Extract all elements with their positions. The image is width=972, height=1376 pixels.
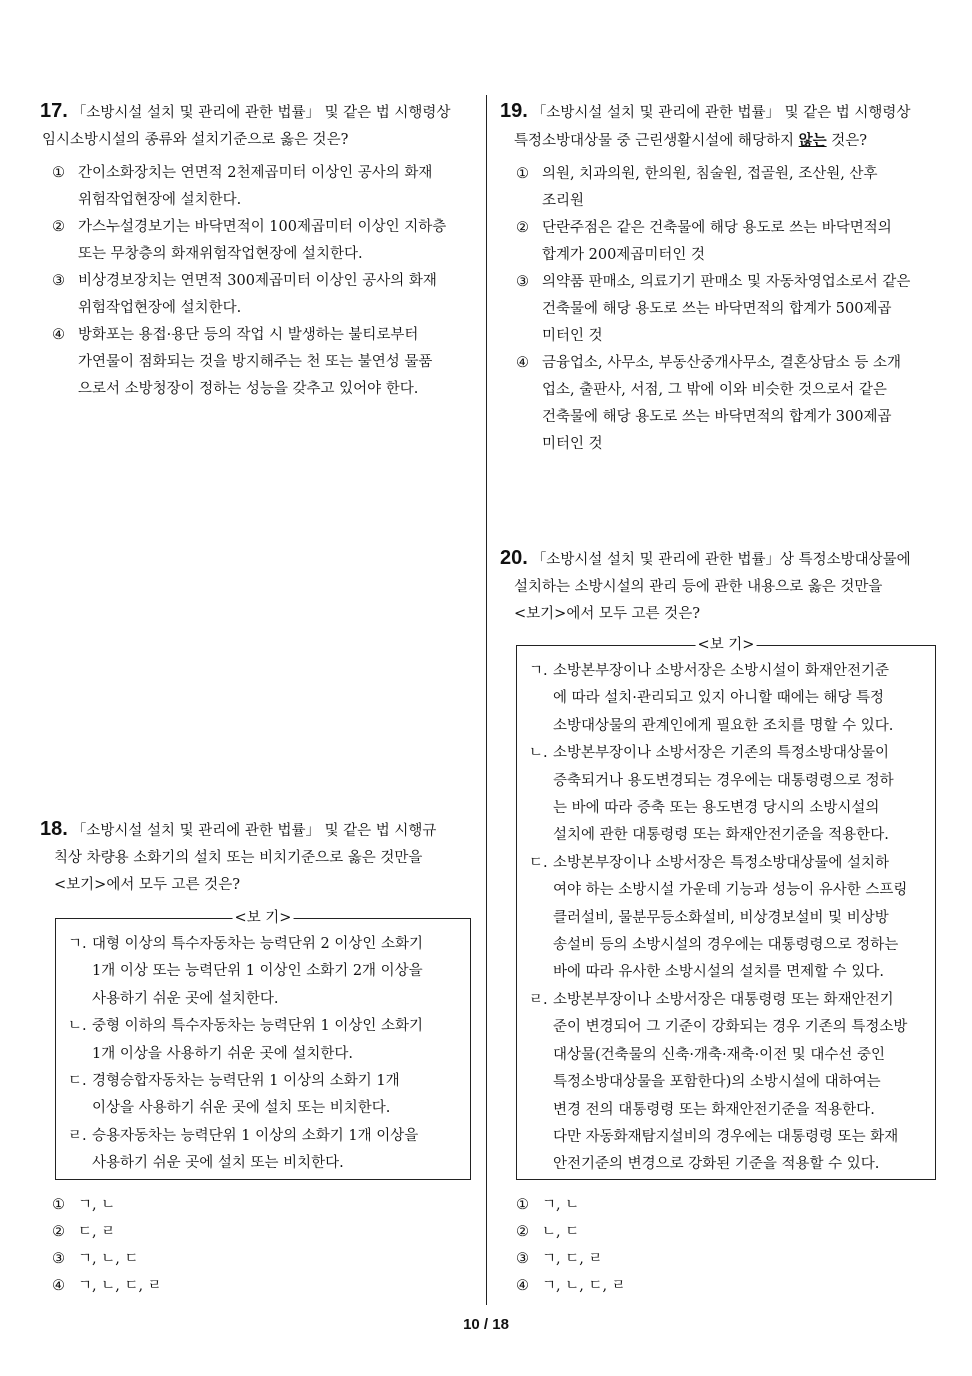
answer-option-3[interactable]: ③ ㄱ, ㄴ, ㄷ: [52, 1251, 139, 1267]
question-20-answers: [516, 1192, 916, 1300]
question-number: 19.: [500, 100, 528, 122]
question-18: [40, 816, 472, 899]
question-18-answers: [52, 1192, 452, 1300]
question-20: [500, 545, 938, 628]
answer-option-4[interactable]: ④ ㄱ, ㄴ, ㄷ, ㄹ: [516, 1278, 626, 1294]
q20-example-box: [516, 637, 936, 1180]
option-4[interactable]: ④ 방화포는 용접·용단 등의 작업 시 발생하는 불티로부터 가연물이 점화되는 것을 방지해주는 천 또는 불연성 물품 으로서 소방청장이 정하는 성능을 갖추고 있어야 한다.: [52, 327, 433, 397]
option-3[interactable]: ③ 비상경보장치는 연면적 300제곱미터 이상인 공사의 화재 위험작업현장에 설치한다.: [52, 273, 437, 316]
question-17: [40, 98, 472, 403]
question-number: 20.: [500, 547, 528, 569]
answer-option-2[interactable]: ② ㄴ, ㄷ: [516, 1224, 580, 1240]
question-number: 18.: [40, 818, 68, 840]
option-1[interactable]: ① 간이소화장치는 연면적 2천제곱미터 이상인 공사의 화재 위험작업현장에 설치한다.: [52, 165, 433, 208]
question-19: [500, 98, 938, 458]
answer-option-4[interactable]: ④ ㄱ, ㄴ, ㄷ, ㄹ: [52, 1278, 162, 1294]
box-item: ㄹ. 승용자동차는 능력단위 1 이상의 소화기 1개 이상을 사용하기 쉬운 곳에 설치 또는 비치한다.: [68, 1127, 419, 1172]
option-1[interactable]: ① 의원, 치과의원, 한의원, 침술원, 접골원, 조산원, 산후 조리원: [516, 166, 878, 209]
box-title: <보 기>: [697, 637, 755, 653]
option-4[interactable]: ④ 금융업소, 사무소, 부동산중개사무소, 결혼상담소 등 소개 업소, 출판사, 서점, 그 밖에 이와 비슷한 것으로서 같은 건축물에 해당 용도로 쓰는 바닥면적의 합계가 300제곱 미터인 것: [516, 355, 902, 452]
box-item: ㄱ. 소방본부장이나 소방서장은 소방시설이 화재안전기준 에 따라 설치·관리되고 있지 아니할 때에는 해당 특정 소방대상물의 관계인에게 필요한 조치를 명할 수 있다.: [529, 663, 894, 734]
question-number: 17.: [40, 100, 68, 122]
answer-option-1[interactable]: ① ㄱ, ㄴ: [52, 1197, 116, 1213]
page-number: 10 / 18: [463, 1316, 509, 1333]
option-2[interactable]: ② 단란주점은 같은 건축물에 해당 용도로 쓰는 바닥면적의 합계가 200제곱미터인 것: [516, 220, 892, 263]
option-2[interactable]: ② 가스누설경보기는 바닥면적이 100제곱미터 이상인 지하층 또는 무창층의 화재위험작업현장에 설치한다.: [52, 219, 447, 262]
answer-option-1[interactable]: ① ㄱ, ㄴ: [516, 1197, 580, 1213]
answer-option-3[interactable]: ③ ㄱ, ㄷ, ㄹ: [516, 1251, 603, 1267]
box-item: ㄴ. 소방본부장이나 소방서장은 기존의 특정소방대상물이 증축되거나 용도변경되는 경우에는 대통령령으로 정하 는 바에 따라 증축 또는 용도변경 당시의 소방시설의 설치에 관한 대통령령 또는 화재안전기준을 적용한다.: [529, 745, 894, 844]
box-item: ㄱ. 대형 이상의 특수자동차는 능력단위 2 이상인 소화기 1개 이상 또는 능력단위 1 이상인 소화기 2개 이상을 사용하기 쉬운 곳에 설치한다.: [68, 936, 424, 1007]
option-3[interactable]: ③ 의약품 판매소, 의료기기 판매소 및 자동차영업소로서 같은 건축물에 해당 용도로 쓰는 바닥면적의 합계가 500제곱 미터인 것: [516, 274, 911, 344]
column-divider: [486, 95, 487, 1305]
question-19-stem: 19. 「소방시설 설치 및 관리에 관한 법률」 및 같은 법 시행령상 특정소방대상물 중 근린생활시설에 해당하지 않는 것은?: [500, 100, 911, 149]
box-item: ㄹ. 소방본부장이나 소방서장은 대통령령 또는 화재안전기 준이 변경되어 그 기준이 강화되는 경우 기존의 특정소방 대상물(건축물의 신축·개축·재축·이전 및 대수선 중인 특정소방대상물을 포함한다)의 소방시설에 대하여는 변경 전의 대통령령 또는 화재안전기준을 적용한다. 다만 자동화재탐지설비의 경우에는 대통령령 또는 화재 안전기준의 변경으로 강화된 기준을 적용할 수 있다.: [529, 991, 908, 1173]
emphasis-not: 않는: [798, 132, 827, 149]
answer-option-2[interactable]: ② ㄷ, ㄹ: [52, 1224, 116, 1240]
box-item: ㄴ. 중형 이하의 특수자동차는 능력단위 1 이상인 소화기 1개 이상을 사용하기 쉬운 곳에 설치한다.: [68, 1018, 424, 1062]
box-item: ㄷ. 소방본부장이나 소방서장은 특정소방대상물에 설치하 여야 하는 소방시설 가운데 기능과 성능이 유사한 스프링 클러설비, 물분무등소화설비, 비상경보설비 및 비상방 송설비 등의 소방시설의 경우에는 대통령령으로 정하는 바에 따라 유사한 소방시설의 설치를 면제할 수 있다.: [529, 854, 908, 981]
box-title: <보 기>: [234, 910, 292, 926]
q18-example-box: [55, 910, 471, 1180]
box-item: ㄷ. 경형승합자동차는 능력단위 1 이상의 소화기 1개 이상을 사용하기 쉬운 곳에 설치 또는 비치한다.: [68, 1073, 400, 1117]
question-17-stem: 17. 「소방시설 설치 및 관리에 관한 법률」 및 같은 법 시행령상 임시소방시설의 종류와 설치기준으로 옳은 것은?: [40, 100, 451, 148]
question-20-stem: 20. 「소방시설 설치 및 관리에 관한 법률」상 특정소방대상물에 설치하는 소방시설의 관리 등에 관한 내용으로 옳은 것만을 <보기>에서 모두 고른 것은?: [500, 547, 911, 622]
question-18-stem: 18. 「소방시설 설치 및 관리에 관한 법률」 및 같은 법 시행규 칙상 차량용 소화기의 설치 또는 비치기준으로 옳은 것만을 <보기>에서 모두 고른 것은?: [40, 818, 437, 893]
